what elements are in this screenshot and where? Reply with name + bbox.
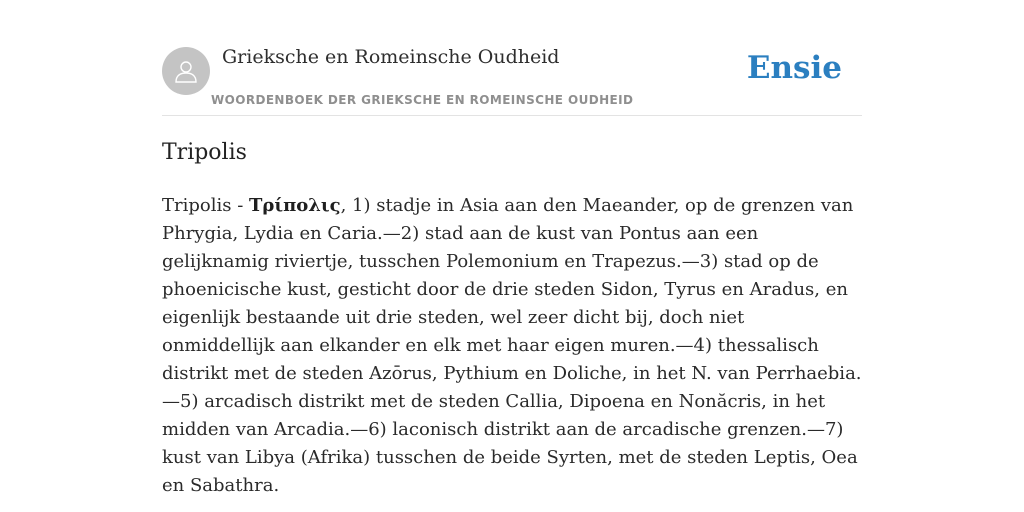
entry-term: Tripolis — [162, 195, 232, 216]
book-title[interactable]: Grieksche en Romeinsche Oudheid — [222, 46, 560, 68]
book-subtitle: WOORDENBOEK DER GRIEKSCHE EN ROMEINSCHE OUDHEID — [211, 93, 634, 107]
avatar[interactable] — [162, 47, 210, 95]
entry-greek-term: Τρίπολις — [249, 195, 341, 216]
user-icon — [173, 58, 199, 84]
entry-separator: - — [231, 195, 250, 216]
ensie-logo[interactable]: Ensie — [746, 50, 842, 86]
entry-text — [162, 192, 862, 500]
entry-definition: , 1) stadje in Asia aan den Maeander, op de grenzen van Phrygia, Lydia en Caria.—2) stad aan de kust van Pontus aan een gelijknamig riviertje, tusschen Polemonium en Trapezus.—3) stad op de phoenicische kust, gesticht door de drie steden Sidon, Tyrus en Aradus, en eigenlijk bestaande uit drie steden, wel zeer dicht bij, doch niet onmiddellijk aan elkander en elk met haar eigen muren.—4) thessalisch distrikt met de steden Azōrus, Pythium en Doliche, in het N. van Perrhaebia.—5) arcadisch distrikt met de steden Callia, Dipoena en Nonăcris, in het midden van Arcadia.—6) laconisch distrikt aan de arcadische grenzen.—7) kust van Libya (Afrika) tusschen de beide Syrten, met de steden Leptis, Oea en Sabathra. — [162, 195, 862, 496]
header — [162, 44, 862, 116]
entry-title: Tripolis — [162, 140, 247, 165]
